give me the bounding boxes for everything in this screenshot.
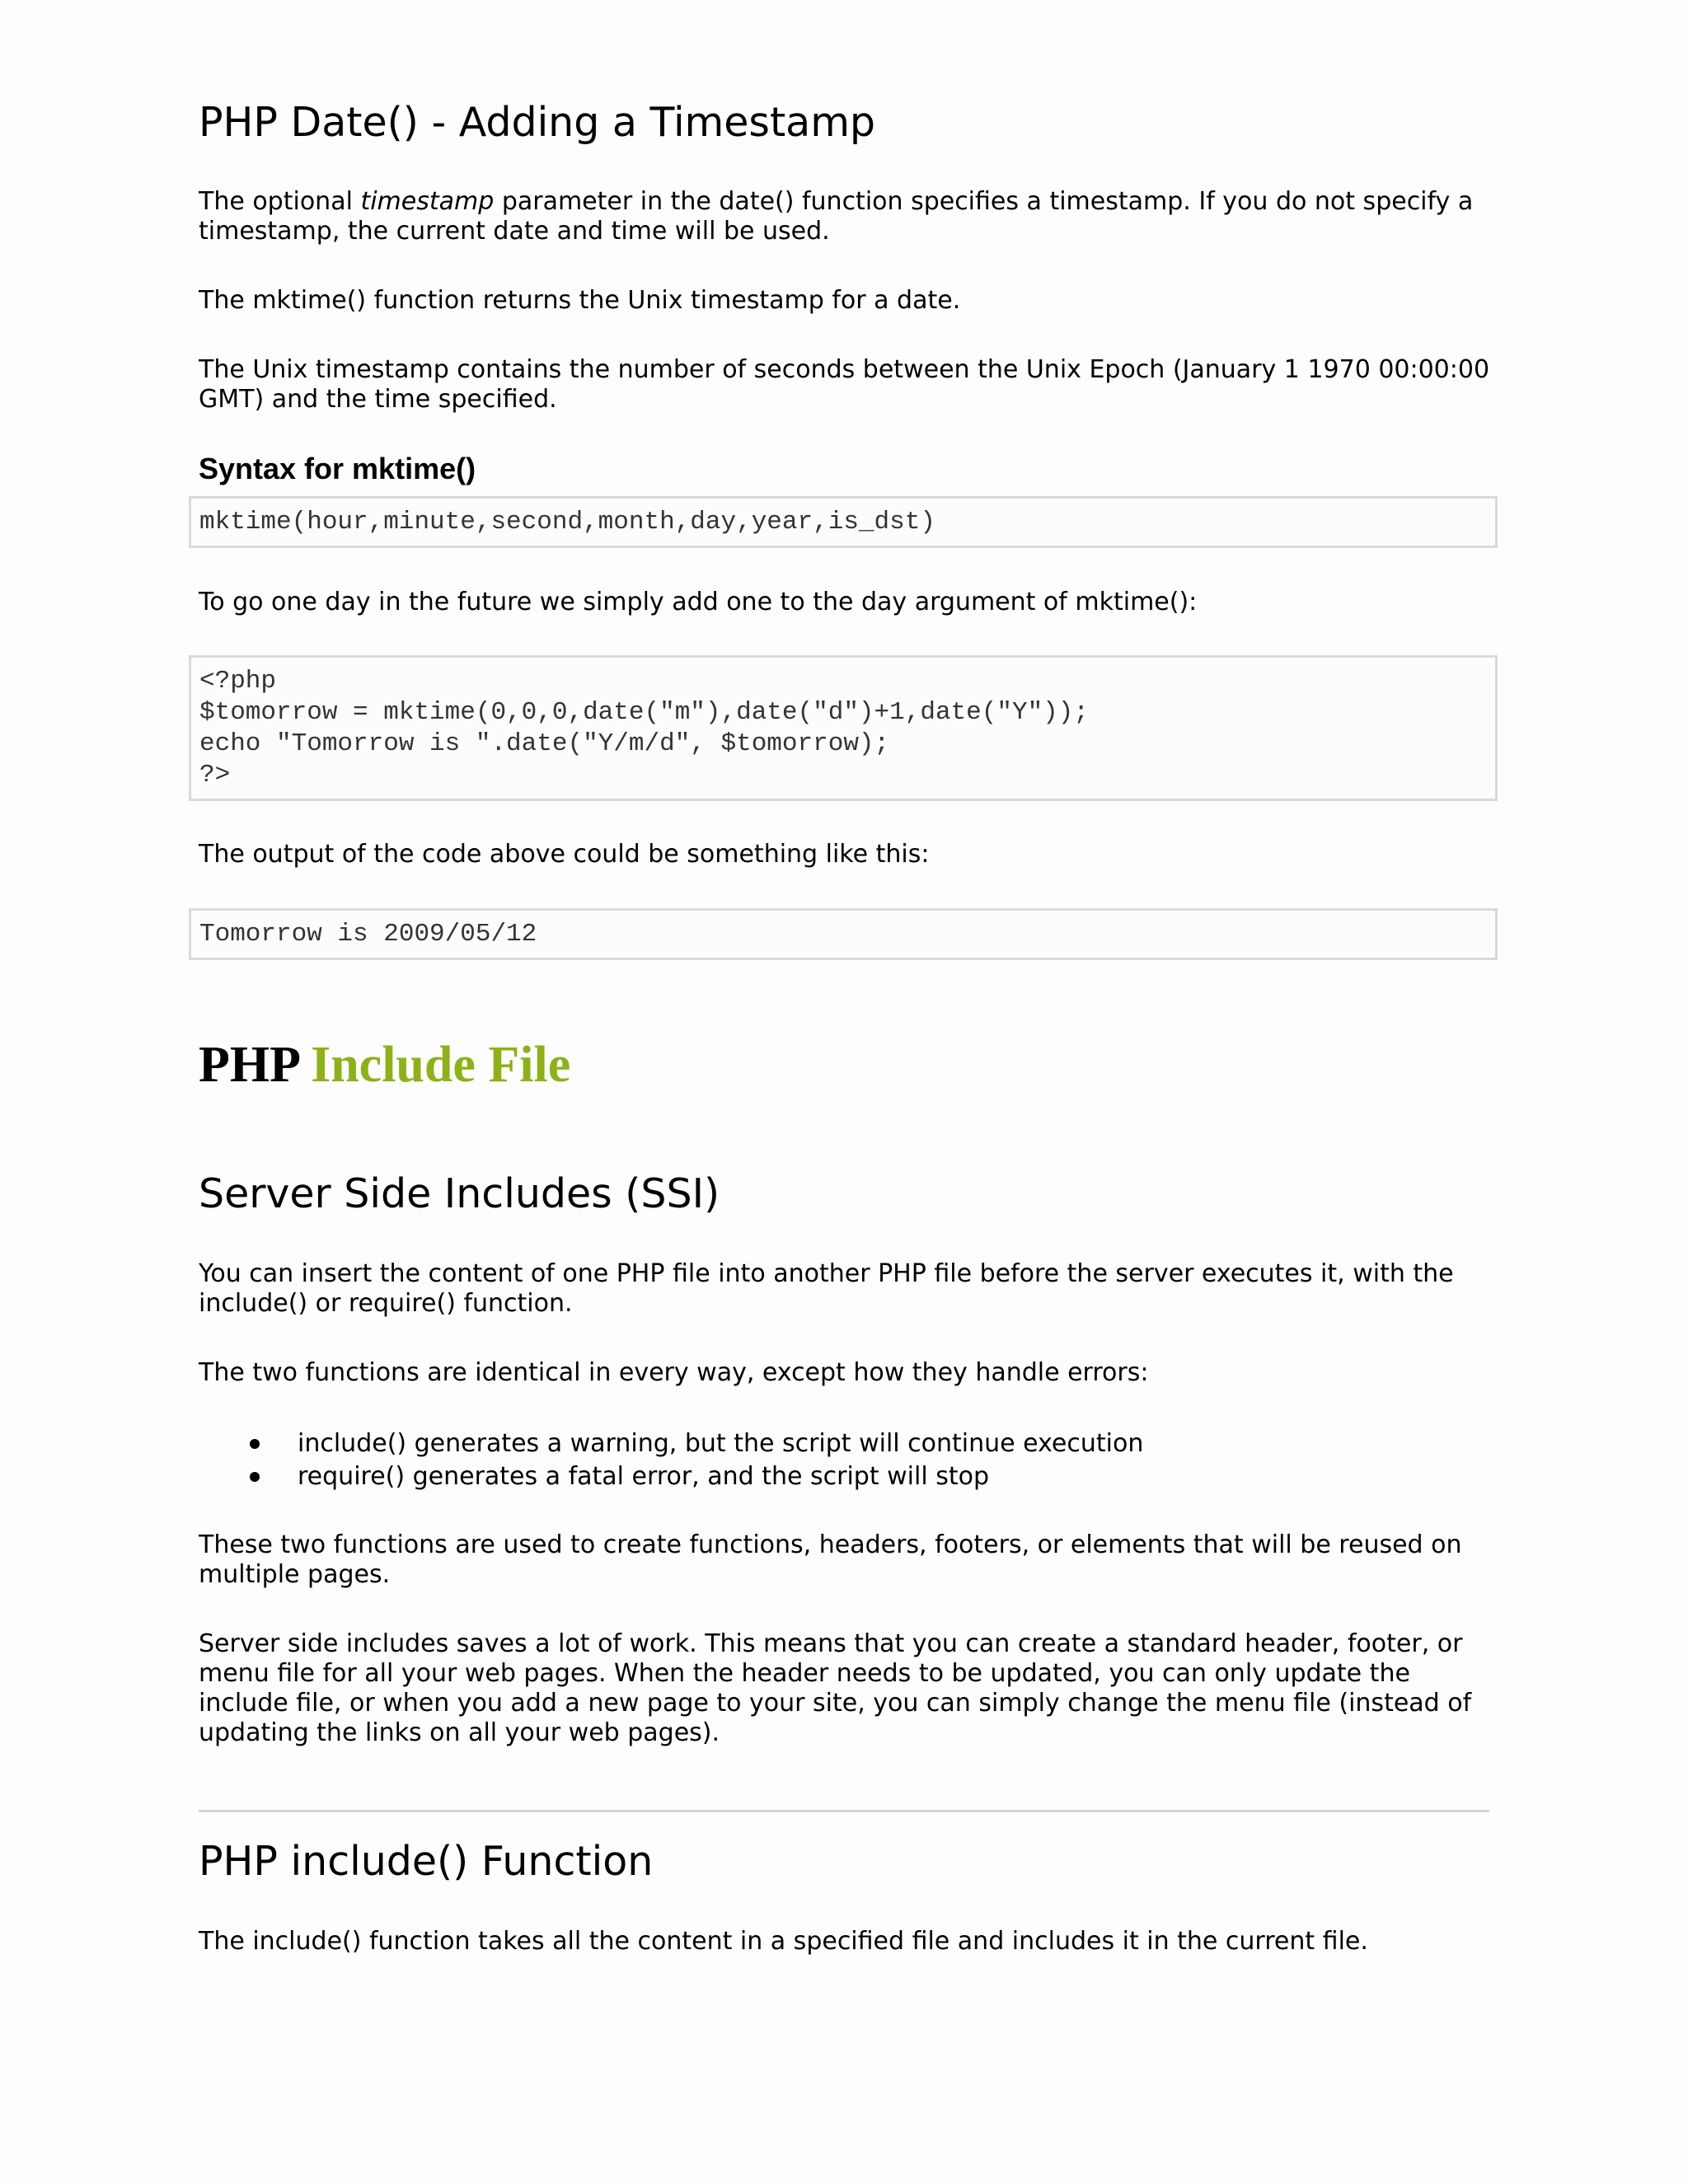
list-item-text: include() generates a warning, but the script will continue execution (298, 1429, 1144, 1458)
ssi-benefits-paragraph: Server side includes saves a lot of work. This means that you can create a standard header, footer, or menu file for all your web pages. When the header needs to be updated, you can only update the include file, or when you add a new page to your site, you can simply change the menu file (instead of updating the links on all your web pages). (199, 1629, 1472, 1747)
timestamp-emphasis: timestamp (360, 187, 495, 216)
ssi-intro-paragraph: You can insert the content of one PHP file into another PHP file before the server executes it, with the include() or require() function. (199, 1259, 1454, 1318)
section-divider (199, 1810, 1489, 1812)
ssi-heading: Server Side Includes (SSI) (199, 1170, 720, 1217)
mktime-syntax-heading: Syntax for mktime() (199, 452, 476, 485)
include-function-heading: PHP include() Function (199, 1838, 654, 1885)
timestamp-param-paragraph (199, 187, 1501, 246)
ssi-errors-paragraph: The two functions are identical in every way, except how they handle errors: (199, 1358, 1149, 1387)
mktime-description-paragraph: The mktime() function returns the Unix timestamp for a date. (199, 286, 961, 315)
list-item (298, 1427, 1451, 1460)
timestamp-intro-rest: parameter in the date() function specifies a timestamp. If you do not specify a timestamp, the current date and time will be used. (199, 187, 1474, 246)
code-line: echo "Tomorrow is ".date("Y/m/d", $tomorrow); (199, 729, 890, 758)
output-code-box (189, 908, 1498, 960)
ssi-reuse-paragraph: These two functions are used to create functions, headers, footers, or elements that will be reused on multiple pages. (199, 1530, 1462, 1589)
include-function-paragraph: The include() function takes all the content in a specified file and includes it in the current file. (199, 1927, 1368, 1956)
include-file-title (199, 1034, 570, 1095)
example-code-box (189, 655, 1498, 801)
future-day-paragraph: To go one day in the future we simply add one to the day argument of mktime(): (199, 588, 1198, 616)
error-handling-list (298, 1427, 1451, 1493)
timestamp-intro-text: The optional (199, 187, 361, 216)
bullet-icon (250, 1439, 260, 1449)
syntax-code-box (189, 496, 1498, 548)
code-line: ?> (199, 761, 231, 790)
code-line: <?php (199, 667, 277, 696)
output-code: Tomorrow is 2009/05/12 (199, 920, 537, 949)
list-item (298, 1460, 1451, 1493)
code-line: $tomorrow = mktime(0,0,0,date("m"),date("d")+1,date("Y")); (199, 698, 1089, 727)
output-description-paragraph: The output of the code above could be something like this: (199, 840, 930, 869)
include-title-prefix: PHP (199, 1037, 312, 1093)
date-timestamp-heading: PHP Date() - Adding a Timestamp (199, 99, 876, 146)
syntax-code: mktime(hour,minute,second,month,day,year,is_dst) (199, 508, 935, 537)
example-code-block (199, 658, 1495, 791)
bullet-icon (250, 1472, 260, 1482)
include-title-accent: Include File (311, 1037, 571, 1093)
list-item-text: require() generates a fatal error, and the script will stop (298, 1462, 990, 1491)
unix-timestamp-paragraph: The Unix timestamp contains the number of seconds between the Unix Epoch (January 1 1970 00:00:00 GMT) and the time specified. (199, 355, 1490, 414)
